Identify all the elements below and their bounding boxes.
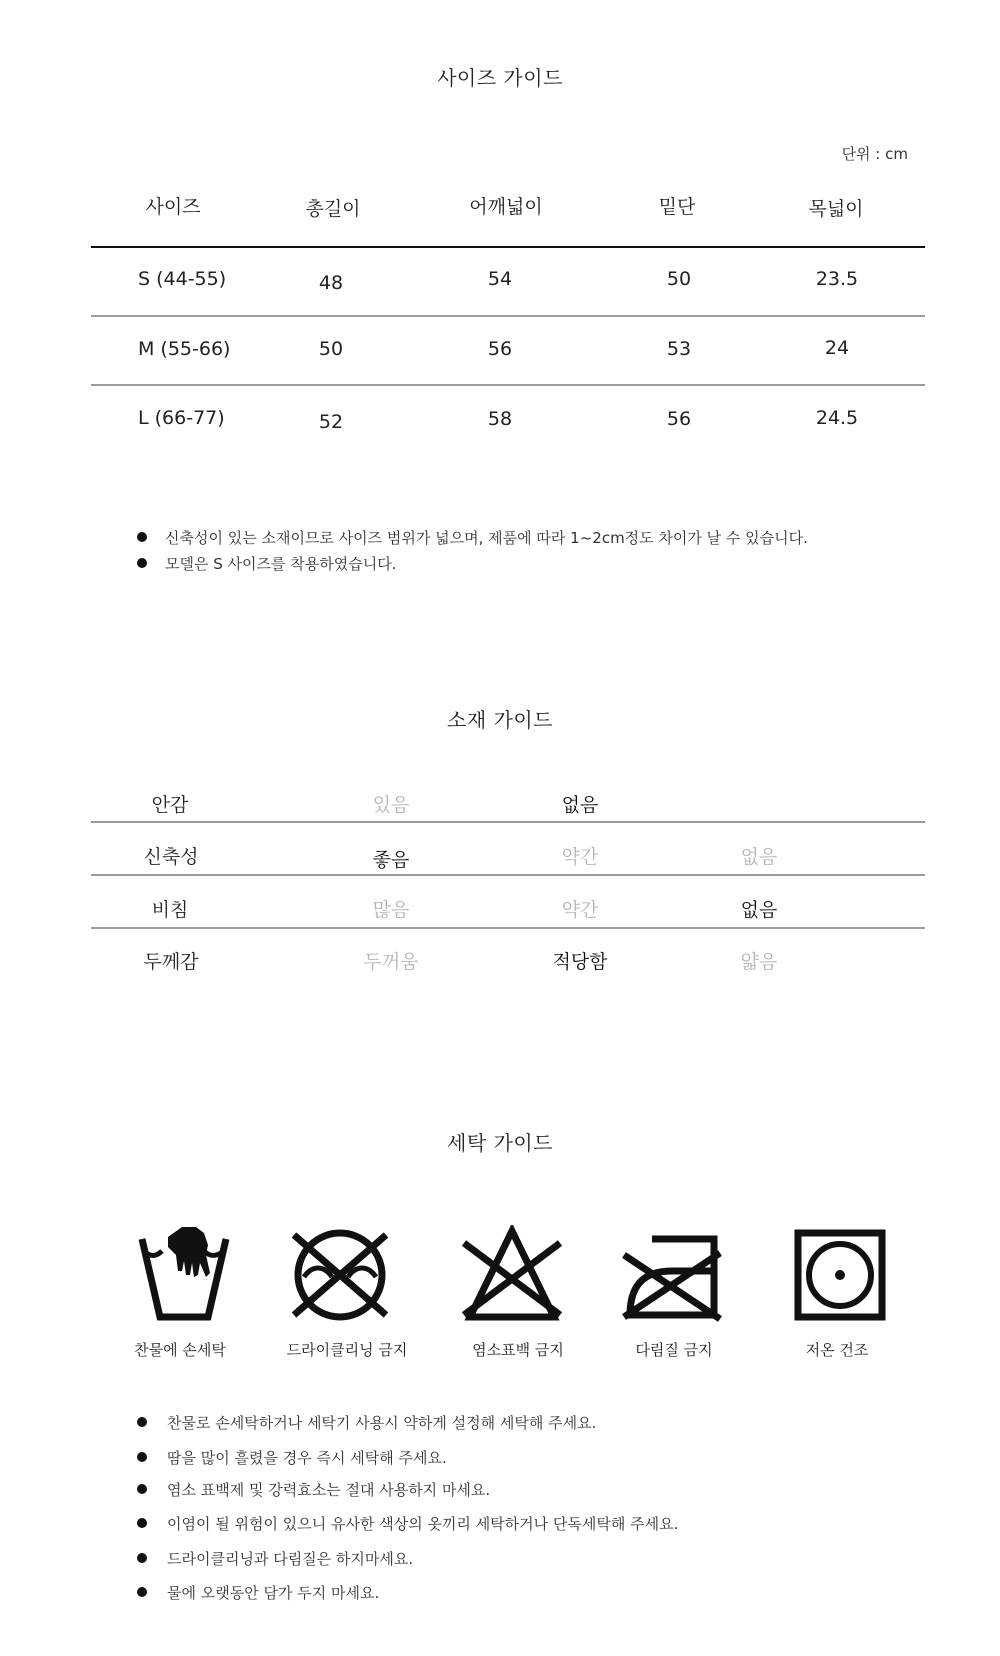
- size-note: 모델은 S 사이즈를 착용하였습니다.: [165, 555, 397, 573]
- size-guide-title: 사이즈 가이드: [437, 66, 563, 90]
- care-note: 이염이 될 위험이 있으니 유사한 색상의 옷끼리 세탁하거나 단독세탁해 주세요.: [167, 1515, 679, 1533]
- material-option: 약간: [561, 899, 599, 921]
- material-option: 있음: [372, 794, 410, 816]
- row-divider: [91, 874, 925, 876]
- cold-hand-wash-icon: [134, 1225, 234, 1325]
- neck-cell: 23.5: [815, 268, 859, 290]
- shoulder-cell: 56: [487, 338, 513, 360]
- length-cell: 52: [318, 411, 344, 433]
- neck-cell: 24.5: [815, 407, 859, 429]
- material-option: 없음: [740, 846, 778, 868]
- material-option: 얇음: [740, 951, 778, 973]
- material-option: 많음: [372, 899, 410, 921]
- row-divider: [91, 315, 925, 317]
- material-option-selected: 없음: [740, 899, 778, 921]
- care-note: 찬물로 손세탁하거나 세탁기 사용시 약하게 설정해 세탁해 주세요.: [167, 1414, 597, 1432]
- bullet-icon: [137, 1484, 147, 1494]
- care-note: 물에 오랫동안 담가 두지 마세요.: [167, 1584, 380, 1602]
- bullet-icon: [137, 532, 147, 542]
- bullet-icon: [137, 1587, 147, 1597]
- bullet-icon: [137, 1553, 147, 1563]
- care-label: 염소표백 금지: [472, 1341, 564, 1359]
- bullet-icon: [137, 1518, 147, 1528]
- material-guide-title: 소재 가이드: [447, 708, 553, 732]
- care-label: 드라이클리닝 금지: [286, 1341, 408, 1359]
- header-neck-width: 목넓이: [808, 198, 864, 220]
- no-bleach-icon: [462, 1225, 562, 1325]
- header-divider: [91, 246, 925, 248]
- size-cell: L (66-77): [138, 407, 225, 429]
- care-note: 땀을 많이 흘렸을 경우 즉시 세탁해 주세요.: [167, 1449, 447, 1467]
- care-note: 염소 표백제 및 강력효소는 절대 사용하지 마세요.: [167, 1481, 491, 1499]
- header-total-length: 총길이: [305, 198, 361, 220]
- material-option: 약간: [561, 846, 599, 868]
- neck-cell: 24: [824, 337, 850, 359]
- care-label: 찬물에 손세탁: [134, 1341, 226, 1359]
- hem-cell: 56: [666, 408, 692, 430]
- bullet-icon: [137, 558, 147, 568]
- length-cell: 50: [318, 338, 344, 360]
- care-guide-title: 세탁 가이드: [447, 1131, 553, 1155]
- care-label: 다림질 금지: [635, 1341, 713, 1359]
- header-size: 사이즈: [145, 196, 201, 218]
- bullet-icon: [137, 1452, 147, 1462]
- no-dry-clean-icon: [290, 1225, 390, 1325]
- material-label: 신축성: [143, 846, 199, 868]
- care-label: 저온 건조: [805, 1341, 869, 1359]
- row-divider: [91, 927, 925, 929]
- material-label: 두께감: [143, 951, 199, 973]
- bullet-icon: [137, 1417, 147, 1427]
- material-label: 안감: [151, 794, 189, 816]
- length-cell: 48: [318, 272, 344, 294]
- header-hem: 밑단: [658, 196, 696, 218]
- size-cell: S (44-55): [138, 268, 227, 290]
- material-label: 비침: [151, 899, 189, 921]
- hem-cell: 50: [666, 268, 692, 290]
- row-divider: [91, 821, 925, 823]
- material-option-selected: 좋음: [372, 849, 410, 871]
- unit-label: 단위 : cm: [841, 145, 908, 163]
- material-option-selected: 적당함: [552, 951, 608, 973]
- hem-cell: 53: [666, 338, 692, 360]
- row-divider: [91, 384, 925, 386]
- shoulder-cell: 58: [487, 408, 513, 430]
- care-note: 드라이클리닝과 다림질은 하지마세요.: [167, 1550, 414, 1568]
- tumble-dry-low-icon: [790, 1225, 890, 1325]
- shoulder-cell: 54: [487, 268, 513, 290]
- material-option-selected: 없음: [561, 794, 599, 816]
- header-shoulder-width: 어깨넓이: [469, 196, 543, 218]
- size-note: 신축성이 있는 소재이므로 사이즈 범위가 넓으며, 제품에 따라 1~2cm정도 차이가 날 수 있습니다.: [165, 529, 808, 547]
- size-cell: M (55-66): [138, 338, 231, 360]
- material-option: 두꺼움: [363, 951, 419, 973]
- no-iron-icon: [622, 1225, 722, 1325]
